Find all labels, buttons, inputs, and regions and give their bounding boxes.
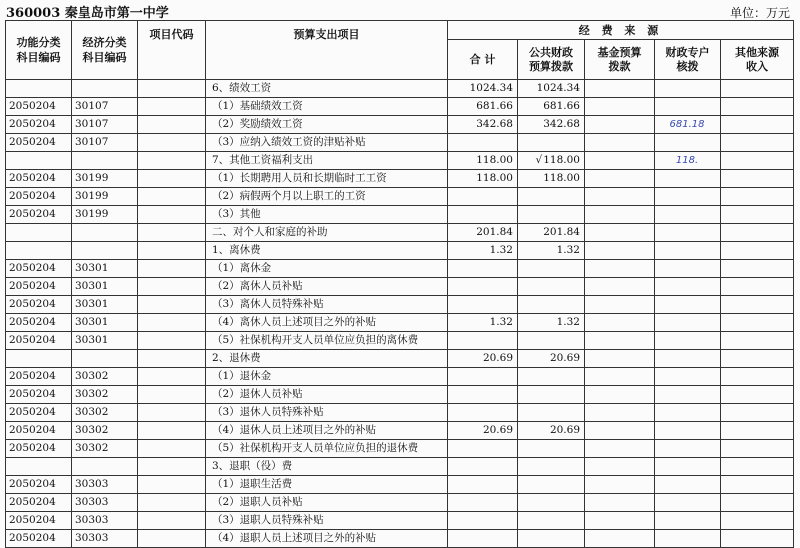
cell-special-fund: [655, 530, 721, 548]
cell-fund-budget: [585, 224, 655, 242]
cell-fund-budget: [585, 404, 655, 422]
cell-special-fund: [655, 206, 721, 224]
cell-public-finance: 1024.34: [518, 80, 585, 98]
cell-other: [721, 386, 794, 404]
cell-func-code: 2050204: [6, 296, 72, 314]
cell-other: [721, 476, 794, 494]
col-item: 预算支出项目: [206, 21, 448, 80]
cell-func-code: 2050204: [6, 422, 72, 440]
cell-public-finance: 1.32: [518, 242, 585, 260]
table-row: [6, 80, 794, 98]
cell-fund-budget: [585, 350, 655, 368]
table-row: [6, 314, 794, 332]
table-row: [6, 440, 794, 458]
cell-econ-code: [72, 242, 138, 260]
cell-other: [721, 260, 794, 278]
cell-special-fund: [655, 440, 721, 458]
cell-other: [721, 404, 794, 422]
cell-func-code: 2050204: [6, 386, 72, 404]
cell-public-finance: 201.84: [518, 224, 585, 242]
cell-item: （3）其他: [206, 206, 448, 224]
cell-fund-budget: [585, 80, 655, 98]
cell-func-code: 2050204: [6, 494, 72, 512]
cell-func-code: [6, 458, 72, 476]
cell-item: 1、离休费: [206, 242, 448, 260]
cell-econ-code: 30107: [72, 134, 138, 152]
cell-project-code: [138, 260, 206, 278]
cell-other: [721, 332, 794, 350]
cell-func-code: [6, 350, 72, 368]
cell-fund-budget: [585, 314, 655, 332]
cell-special-fund: [655, 314, 721, 332]
cell-special-fund: [655, 260, 721, 278]
cell-other: [721, 242, 794, 260]
col-project-code: 项目代码: [138, 21, 206, 80]
cell-project-code: [138, 278, 206, 296]
cell-total: [448, 530, 518, 548]
cell-fund-budget: [585, 134, 655, 152]
check-mark: √: [535, 154, 543, 166]
cell-func-code: 2050204: [6, 404, 72, 422]
cell-project-code: [138, 242, 206, 260]
cell-func-code: 2050204: [6, 440, 72, 458]
cell-fund-budget: [585, 206, 655, 224]
cell-econ-code: 30301: [72, 314, 138, 332]
col-other-line1: 其他来源: [735, 45, 779, 59]
cell-fund-budget: [585, 188, 655, 206]
cell-project-code: [138, 350, 206, 368]
cell-public-finance: [518, 512, 585, 530]
cell-special-fund: [655, 404, 721, 422]
table-row: [6, 116, 794, 134]
cell-fund-budget: [585, 494, 655, 512]
table-row: [6, 170, 794, 188]
cell-project-code: [138, 152, 206, 170]
cell-total: [448, 188, 518, 206]
cell-special-fund: [655, 368, 721, 386]
cell-econ-code: 30301: [72, 332, 138, 350]
cell-fund-budget: [585, 98, 655, 116]
cell-item: （4）离休人员上述项目之外的补贴: [206, 314, 448, 332]
cell-special-fund: [655, 134, 721, 152]
col-econ-code: [72, 21, 138, 80]
cell-econ-code: 30107: [72, 98, 138, 116]
cell-total: [448, 296, 518, 314]
cell-func-code: [6, 80, 72, 98]
cell-fund-budget: [585, 332, 655, 350]
cell-fund-budget: [585, 386, 655, 404]
cell-project-code: [138, 332, 206, 350]
cell-project-code: [138, 98, 206, 116]
cell-econ-code: 30302: [72, 422, 138, 440]
cell-special-fund: [655, 422, 721, 440]
cell-project-code: [138, 116, 206, 134]
cell-fund-budget: [585, 530, 655, 548]
table-row: [6, 530, 794, 548]
table-row: [6, 206, 794, 224]
cell-fund-budget: [585, 152, 655, 170]
cell-total: [448, 512, 518, 530]
cell-func-code: 2050204: [6, 476, 72, 494]
cell-project-code: [138, 512, 206, 530]
cell-item: 7、其他工资福利支出: [206, 152, 448, 170]
cell-fund-budget: [585, 278, 655, 296]
col-public-finance: [518, 40, 585, 80]
cell-value: 118.00: [543, 154, 580, 166]
cell-econ-code: 30303: [72, 530, 138, 548]
cell-total: [448, 368, 518, 386]
cell-item: 二、对个人和家庭的补助: [206, 224, 448, 242]
col-public-finance-line2: 预算拨款: [529, 59, 573, 73]
cell-econ-code: 30107: [72, 116, 138, 134]
cell-other: [721, 152, 794, 170]
cell-project-code: [138, 80, 206, 98]
cell-other: [721, 368, 794, 386]
col-func-code: [6, 21, 72, 80]
cell-total: [448, 134, 518, 152]
cell-func-code: 2050204: [6, 530, 72, 548]
cell-public-finance: 342.68: [518, 116, 585, 134]
cell-func-code: 2050204: [6, 314, 72, 332]
cell-public-finance: [518, 440, 585, 458]
cell-project-code: [138, 134, 206, 152]
table-row: [6, 242, 794, 260]
cell-econ-code: [72, 350, 138, 368]
cell-special-fund: [655, 476, 721, 494]
cell-total: [448, 494, 518, 512]
col-econ-code-line1: 经济分类: [82, 36, 127, 49]
cell-fund-budget: [585, 440, 655, 458]
cell-public-finance: [518, 332, 585, 350]
cell-item: （2）退职人员补贴: [206, 494, 448, 512]
cell-special-fund: [655, 332, 721, 350]
table-row: [6, 224, 794, 242]
cell-item: （1）离休金: [206, 260, 448, 278]
cell-func-code: 2050204: [6, 260, 72, 278]
cell-item: （2）病假两个月以上职工的工资: [206, 188, 448, 206]
cell-total: 118.00: [448, 152, 518, 170]
cell-other: [721, 350, 794, 368]
cell-econ-code: [72, 224, 138, 242]
cell-other: [721, 512, 794, 530]
cell-fund-budget: [585, 170, 655, 188]
table-row: [6, 368, 794, 386]
cell-econ-code: 30199: [72, 170, 138, 188]
cell-item: 6、绩效工资: [206, 80, 448, 98]
cell-special-fund: [655, 512, 721, 530]
cell-total: 1.32: [448, 314, 518, 332]
cell-project-code: [138, 170, 206, 188]
cell-special-fund: [655, 116, 721, 134]
cell-project-code: [138, 422, 206, 440]
cell-item: （1）退职生活费: [206, 476, 448, 494]
table-row: [6, 278, 794, 296]
cell-public-finance: [518, 476, 585, 494]
cell-item: （3）离休人员特殊补贴: [206, 296, 448, 314]
cell-item: （2）奖励绩效工资: [206, 116, 448, 134]
cell-public-finance: [518, 368, 585, 386]
cell-public-finance: [518, 260, 585, 278]
cell-other: [721, 440, 794, 458]
cell-other: [721, 530, 794, 548]
cell-func-code: 2050204: [6, 278, 72, 296]
cell-fund-budget: [585, 458, 655, 476]
cell-func-code: [6, 224, 72, 242]
cell-func-code: 2050204: [6, 512, 72, 530]
cell-special-fund: [655, 170, 721, 188]
cell-total: 118.00: [448, 170, 518, 188]
cell-econ-code: 30301: [72, 260, 138, 278]
cell-total: 342.68: [448, 116, 518, 134]
unit-title: 360003 秦皇岛市第一中学: [6, 6, 169, 21]
cell-project-code: [138, 440, 206, 458]
handwritten-note: 118.: [675, 155, 699, 166]
cell-item: （5）社保机构开支人员单位应负担的离休费: [206, 332, 448, 350]
cell-item: （4）退职人员上述项目之外的补贴: [206, 530, 448, 548]
col-special-fund: [655, 40, 721, 80]
cell-public-finance: 118.00: [518, 170, 585, 188]
cell-public-finance: [518, 386, 585, 404]
cell-item: （3）退职人员特殊补贴: [206, 512, 448, 530]
table-body: [6, 80, 794, 548]
cell-project-code: [138, 404, 206, 422]
cell-func-code: 2050204: [6, 98, 72, 116]
cell-project-code: [138, 188, 206, 206]
cell-special-fund: [655, 242, 721, 260]
cell-special-fund: [655, 278, 721, 296]
cell-total: [448, 458, 518, 476]
cell-project-code: [138, 530, 206, 548]
cell-func-code: 2050204: [6, 206, 72, 224]
cell-fund-budget: [585, 296, 655, 314]
cell-func-code: [6, 242, 72, 260]
col-func-code-line1: 功能分类: [16, 36, 61, 49]
cell-econ-code: 30303: [72, 476, 138, 494]
cell-project-code: [138, 314, 206, 332]
cell-special-fund: [655, 386, 721, 404]
table-row: [6, 386, 794, 404]
cell-econ-code: 30199: [72, 188, 138, 206]
col-other: [721, 40, 794, 80]
col-special-fund-line2: 核拨: [676, 59, 699, 73]
table-row: [6, 332, 794, 350]
col-func-code-line2: 科目编码: [16, 51, 61, 64]
cell-special-fund: [655, 80, 721, 98]
col-fund-budget-line2: 拨款: [608, 59, 631, 73]
cell-other: [721, 188, 794, 206]
cell-special-fund: [655, 188, 721, 206]
cell-econ-code: [72, 80, 138, 98]
table-header: [6, 21, 794, 80]
cell-econ-code: 30302: [72, 404, 138, 422]
cell-item: （2）离休人员补贴: [206, 278, 448, 296]
col-fund-budget-line1: 基金预算: [597, 45, 642, 59]
cell-fund-budget: [585, 260, 655, 278]
table-row: [6, 422, 794, 440]
col-source-group: 经 费 来 源: [448, 21, 794, 40]
cell-item: （2）退休人员补贴: [206, 386, 448, 404]
cell-public-finance: [518, 404, 585, 422]
cell-total: [448, 386, 518, 404]
cell-fund-budget: [585, 512, 655, 530]
cell-func-code: 2050204: [6, 116, 72, 134]
cell-func-code: 2050204: [6, 134, 72, 152]
cell-public-finance: [518, 134, 585, 152]
table-row: [6, 188, 794, 206]
cell-public-finance: [518, 188, 585, 206]
cell-fund-budget: [585, 422, 655, 440]
cell-public-finance: [518, 296, 585, 314]
cell-other: [721, 278, 794, 296]
cell-fund-budget: [585, 368, 655, 386]
handwritten-note: 681.18: [669, 119, 705, 130]
col-public-finance-line1: 公共财政: [529, 45, 573, 59]
cell-special-fund: [655, 494, 721, 512]
budget-table: [5, 20, 794, 548]
cell-item: （3）应纳入绩效工资的津贴补贴: [206, 134, 448, 152]
cell-other: [721, 458, 794, 476]
cell-total: 201.84: [448, 224, 518, 242]
cell-econ-code: 30303: [72, 512, 138, 530]
cell-public-finance: [518, 278, 585, 296]
cell-total: [448, 476, 518, 494]
cell-project-code: [138, 386, 206, 404]
cell-public-finance: [518, 530, 585, 548]
cell-special-fund: [655, 458, 721, 476]
col-special-fund-line1: 财政专户: [665, 45, 710, 59]
cell-item: （5）社保机构开支人员单位应负担的退休费: [206, 440, 448, 458]
cell-public-finance: 681.66: [518, 98, 585, 116]
cell-econ-code: 30301: [72, 296, 138, 314]
cell-special-fund: [655, 98, 721, 116]
cell-total: 20.69: [448, 422, 518, 440]
cell-other: [721, 80, 794, 98]
cell-other: [721, 170, 794, 188]
cell-total: [448, 404, 518, 422]
cell-public-finance: [518, 152, 585, 170]
cell-func-code: 2050204: [6, 332, 72, 350]
col-fund-budget: [585, 40, 655, 80]
cell-item: （1）基础绩效工资: [206, 98, 448, 116]
cell-special-fund: [655, 224, 721, 242]
cell-func-code: 2050204: [6, 170, 72, 188]
table-row: [6, 152, 794, 170]
cell-other: [721, 224, 794, 242]
cell-econ-code: 30303: [72, 494, 138, 512]
cell-other: [721, 422, 794, 440]
cell-item: （4）退休人员上述项目之外的补贴: [206, 422, 448, 440]
cell-other: [721, 134, 794, 152]
cell-econ-code: 30302: [72, 440, 138, 458]
cell-public-finance: [518, 206, 585, 224]
cell-item: （3）退休人员特殊补贴: [206, 404, 448, 422]
table-row: [6, 260, 794, 278]
cell-econ-code: 30302: [72, 386, 138, 404]
table-row: [6, 296, 794, 314]
cell-project-code: [138, 458, 206, 476]
cell-other: [721, 116, 794, 134]
cell-item: （1）退休金: [206, 368, 448, 386]
cell-econ-code: 30302: [72, 368, 138, 386]
cell-econ-code: 30301: [72, 278, 138, 296]
table-row: [6, 350, 794, 368]
cell-econ-code: [72, 458, 138, 476]
cell-total: [448, 206, 518, 224]
cell-total: 1024.34: [448, 80, 518, 98]
unit-label: 单位：万元: [729, 6, 790, 20]
cell-public-finance: 1.32: [518, 314, 585, 332]
cell-other: [721, 494, 794, 512]
table-row: [6, 494, 794, 512]
cell-special-fund: [655, 296, 721, 314]
cell-public-finance: [518, 494, 585, 512]
cell-total: 1.32: [448, 242, 518, 260]
cell-item: （1）长期聘用人员和长期临时工工资: [206, 170, 448, 188]
cell-other: [721, 296, 794, 314]
cell-fund-budget: [585, 116, 655, 134]
cell-total: [448, 332, 518, 350]
table-row: [6, 98, 794, 116]
cell-func-code: [6, 152, 72, 170]
col-econ-code-line2: 科目编码: [82, 51, 127, 64]
cell-public-finance: 20.69: [518, 422, 585, 440]
cell-total: [448, 278, 518, 296]
col-total: 合 计: [448, 40, 518, 80]
cell-project-code: [138, 494, 206, 512]
cell-project-code: [138, 296, 206, 314]
cell-total: [448, 440, 518, 458]
cell-project-code: [138, 224, 206, 242]
cell-special-fund: [655, 350, 721, 368]
cell-total: 20.69: [448, 350, 518, 368]
table-row: [6, 476, 794, 494]
cell-total: 681.66: [448, 98, 518, 116]
cell-fund-budget: [585, 476, 655, 494]
cell-other: [721, 206, 794, 224]
cell-econ-code: [72, 152, 138, 170]
cell-econ-code: 30199: [72, 206, 138, 224]
cell-public-finance: [518, 458, 585, 476]
cell-func-code: 2050204: [6, 188, 72, 206]
cell-project-code: [138, 206, 206, 224]
cell-special-fund: [655, 152, 721, 170]
table-row: [6, 512, 794, 530]
cell-project-code: [138, 368, 206, 386]
cell-item: 2、退休费: [206, 350, 448, 368]
cell-public-finance: 20.69: [518, 350, 585, 368]
cell-total: [448, 260, 518, 278]
cell-project-code: [138, 476, 206, 494]
cell-other: [721, 98, 794, 116]
cell-func-code: 2050204: [6, 368, 72, 386]
col-other-line2: 收入: [746, 59, 768, 73]
cell-item: 3、退职（役）费: [206, 458, 448, 476]
table-row: [6, 458, 794, 476]
cell-other: [721, 314, 794, 332]
table-row: [6, 134, 794, 152]
cell-fund-budget: [585, 242, 655, 260]
table-row: [6, 404, 794, 422]
